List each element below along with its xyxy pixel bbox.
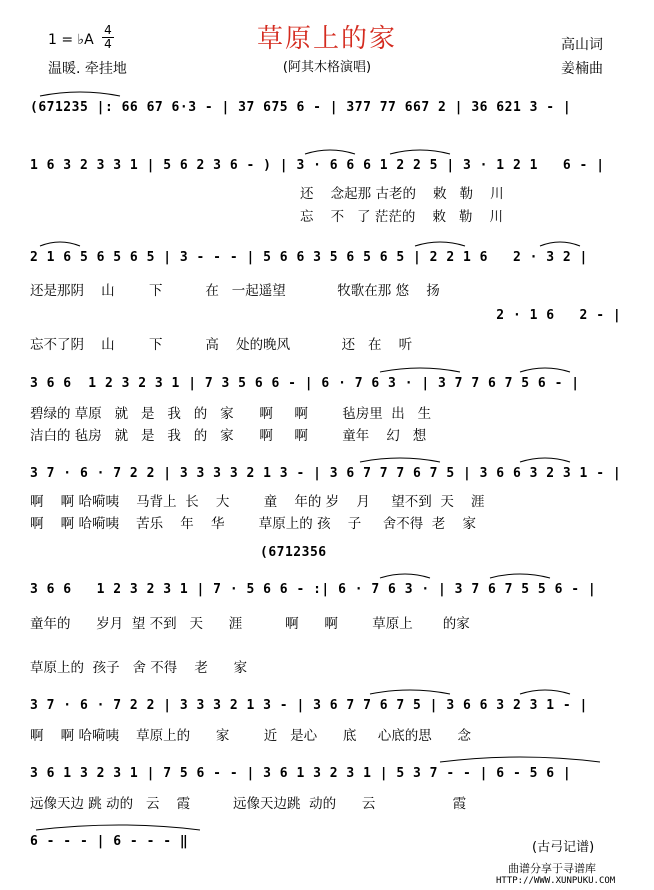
lyrics-row-4: 忘不了阴 山 下 高 处的晚风 还 在 听 — [30, 337, 413, 353]
slur — [520, 458, 570, 462]
key-signature: 1 = ♭A — [48, 32, 94, 48]
lyricist: 高山词 — [561, 37, 603, 53]
score-row-5: 3 6 6 1 2 3 2 3 1 | 7 3 5 6 6 - | 6 · 7 6 3 · | 3 7 7 6 7 5 6 - | — [30, 376, 580, 391]
expression-mark: 温暖. 牵挂地 — [48, 61, 127, 77]
score-row-1: (671235 |: 66 67 6·3 - | 37 675 6 - | 377 77 667 2 | 36 621 3 - | — [30, 100, 572, 115]
slur — [390, 150, 450, 154]
lyrics-row-7-verse-2: 草原上的 孩子 舍 不得 老 家 — [30, 660, 248, 676]
time-sig-bottom: 4 — [102, 37, 114, 51]
lyrics-row-5-verse-2: 洁白的 毡房 就 是 我 的 家 啊 啊 童年 幻 想 — [30, 428, 427, 444]
subtitle: (阿其木格演唱) — [282, 60, 372, 75]
slur — [520, 690, 570, 694]
score-row-7-prefix: (6712356 — [260, 545, 327, 560]
lyrics-row-3: 还是那阴 山 下 在 一起遥望 牧歌在那 悠 扬 — [30, 283, 440, 299]
composer: 姜楠曲 — [561, 61, 603, 77]
slur — [370, 690, 450, 694]
lyrics-row-7-verse-1: 童年的 岁月 望 不到 天 涯 啊 啊 草原上 的家 — [30, 616, 470, 632]
slur — [360, 458, 440, 462]
lyrics-row-6-verse-1: 啊 啊 哈嗬咦 马背上 长 大 童 年的 岁 月 望不到 天 涯 — [30, 494, 485, 510]
score-row-7: 3 6 6 1 2 3 2 3 1 | 7 · 5 6 6 - :| 6 · 7 6 3 · | 3 7 6 7 5 5 6 - | — [30, 582, 597, 597]
slur — [440, 757, 600, 762]
slur — [380, 574, 430, 578]
lyrics-row-9: 远像天边 跳 动的 云 霞 远像天边跳 动的 云 霞 — [30, 796, 467, 812]
slur — [40, 92, 120, 96]
slur — [520, 368, 570, 372]
slur — [490, 574, 550, 578]
slur — [540, 242, 580, 246]
slur — [40, 242, 80, 246]
page-title: 草原上的家 — [256, 24, 397, 54]
time-sig-top: 4 — [104, 23, 112, 37]
watermark-text: 曲谱分享于寻谱库 — [508, 862, 596, 875]
slur — [415, 242, 465, 246]
lyrics-row-2-verse-2: 忘 不 了 茫茫的 敕 勒 川 — [300, 209, 504, 225]
score-row-8: 3 7 · 6 · 7 2 2 | 3 3 3 2 1 3 - | 3 6 7 7 6 7 5 | 3 6 6 3 2 3 1 - | — [30, 698, 588, 713]
slur — [305, 150, 355, 154]
score-row-3: 2 1 6 5 6 5 6 5 | 3 - - - | 5 6 6 3 5 6 5 6 5 | 2 2 1 6 2 · 3 2 | — [30, 250, 588, 265]
source-note: (古弓记谱) — [532, 840, 595, 855]
slur — [380, 368, 460, 372]
score-row-4: 2 · 1 6 2 - | — [30, 308, 622, 323]
lyrics-row-2-verse-1: 还 念起那 古老的 敕 勒 川 — [300, 186, 504, 202]
slur — [36, 825, 200, 830]
score-row-9: 3 6 1 3 2 3 1 | 7 5 6 - - | 3 6 1 3 2 3 1 | 5 3 7 - - | 6 - 5 6 | — [30, 766, 572, 781]
lyrics-row-6-verse-2: 啊 啊 哈嗬咦 苦乐 年 华 草原上的 孩 子 舍不得 老 家 — [30, 516, 476, 532]
score-row-6: 3 7 · 6 · 7 2 2 | 3 3 3 3 2 1 3 - | 3 6 7 7 7 6 7 5 | 3 6 6 3 2 3 1 - | — [30, 466, 622, 481]
watermark-url: HTTP://WWW.XUNPUKU.COM — [496, 876, 616, 886]
lyrics-row-8: 啊 啊 哈嗬咦 草原上的 家 近 是心 底 心底的思 念 — [30, 728, 472, 744]
lyrics-row-5-verse-1: 碧绿的 草原 就 是 我 的 家 啊 啊 毡房里 出 生 — [30, 406, 432, 422]
score-row-10: 6 - - - | 6 - - - ‖ — [30, 834, 189, 849]
score-row-2: 1 6 3 2 3 3 1 | 5 6 2 3 6 - ) | 3 · 6 6 6 1 2 2 5 | 3 · 1 2 1 6 - | — [30, 158, 605, 173]
